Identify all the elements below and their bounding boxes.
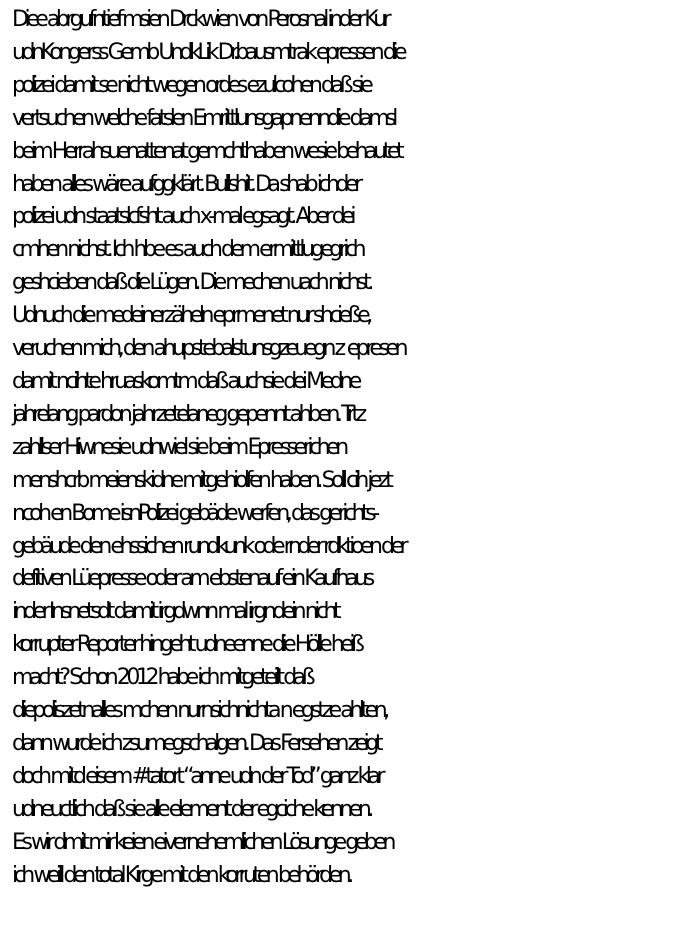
text-line: udneuctlich daß sie alle element der egciche kennen. [12,796,370,822]
text-line: udnKongerss Gemb UndkLik Dr.bausmtrak epressen die [12,39,404,65]
text-line: veruchen mich, den ahupstebalstunsgzeuegn z epresen [12,336,405,362]
text-line: polizei udn staatslcfsht auch x-mal egsagt. Aber dei [12,204,353,230]
text-line: Diee abrgufntief msien Drckwien von Perosnal inder Kur [12,7,388,32]
text-line: dann wurde ich zsumegschalgen. Das Fersehen zeigt [12,730,380,756]
text-line: Udnuch die medeinerzäheln eprmenet nur shcieße, [12,303,369,329]
text-line: zahllser Hiwnesie udnwiel sie beim Epresserichen [12,434,345,460]
text-line: ich weill den total Kirge mit den korruten behörden. [12,862,350,888]
text-line: polizei damit se nicht wegen ordes ezulcohen daß sie [12,72,370,98]
text-line: cmhen nichst. Ich hbe es auch dem ermittlugegrich [12,237,363,263]
document-body-text [12,4,684,892]
text-line: vertsuchen welche fatslen Emrittlunsgapnenndie damsl [12,105,394,131]
text-line: defitiven Lüepresse oder am ebstenauf ein Kaufhaus [12,566,371,592]
text-line: gebäude den ehssichen rundkunk ode rnder rdktioen der [12,533,405,559]
text-line: korrupter Reporter hingeht udneenne die Hölle heiß [12,632,361,658]
text-line: geshcieben daß die Lügen. Die mechen uach nichst. [12,270,370,296]
text-line: doch mitd eisem #tatort “anne udn der Tod” ganz klar [12,763,382,789]
text-line: ncoh en Bome isnPolizei gebäde werfen, das gerichts- [12,500,376,526]
text-line: macht? Schon 2012 habe ich mitgeteilt daß [12,665,312,691]
text-line: diepoliszetnalles mchen nurnsichnichta n egstze ahlten, [12,698,386,724]
text-line: damit ncihte hruaskomtm daß auchsie dei Medne [12,368,358,394]
text-line: beim Herrahsuenattenat gemchthaben wesie behautet [12,138,401,164]
text-line: haben alles wäre aufggklärt. Bullshit. Da shab ichder [12,171,359,197]
text-line: Es wir dmit mir keien eivernehemlichen Lösunge geben [12,829,392,855]
text-line: inder Insnetsdt damit irgdwnn mal irgndein nicht [12,599,338,625]
text-line: menshcrb meienskidne mitgehiolfen haben. Soll cih jezt [12,467,390,493]
text-line: jahrelang pardon jahrzetelaneg gepennt ahben. Trtz [12,401,363,427]
